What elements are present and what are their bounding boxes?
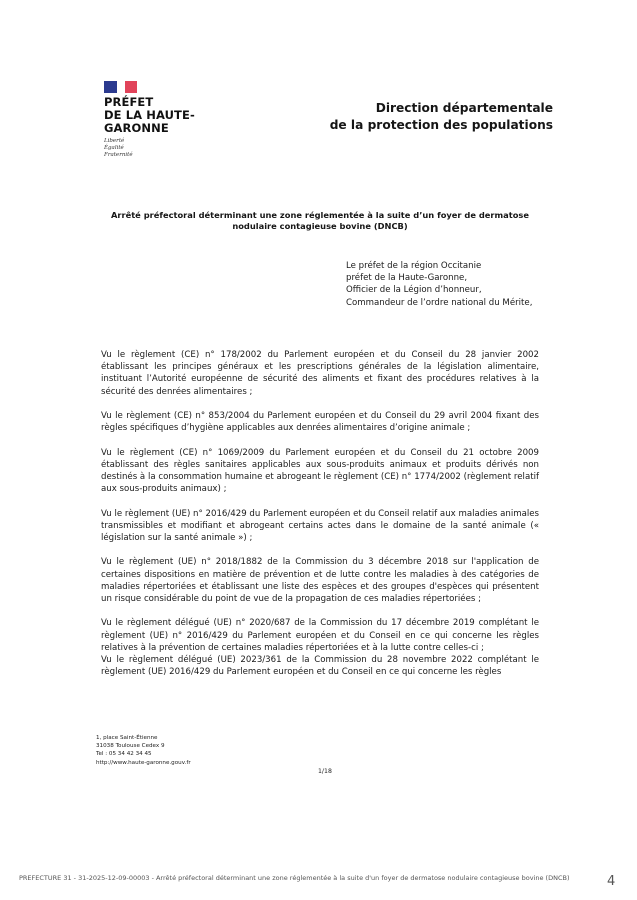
motto-line: Liberté [104, 138, 125, 144]
page-number: 1/18 [318, 768, 332, 775]
issuing-directorate [330, 100, 553, 134]
marianne-flag-icon [104, 81, 137, 93]
logo-line: PRÉFET [104, 95, 154, 109]
signatory-line: Commandeur de l’ordre national du Mérite, [346, 297, 533, 308]
vu-paragraph: Vu le règlement (CE) n° 1069/2009 du Parlement européen et du Conseil du 21 octobre 2009 établissant des règles sanitaires applicables aux sous-produits animaux et produits dérivés non destinés à la consommation humaine et abrogeant le règlement (CE) n° 1774/2002 (règlement relatif aux sous-produits animaux) ; [101, 447, 539, 495]
document-title: Arrêté préfectoral déterminant une zone réglementée à la suite d’un foyer de dermatose nodulaire contagieuse bovine (DNCB) [110, 210, 530, 231]
vu-paragraph: Vu le règlement (CE) n° 178/2002 du Parlement européen et du Conseil du 28 janvier 2002 établissant les principes généraux et les prescriptions générales de la législation alimentaire, instituant l’Autorité européenne de sécurité des aliments et fixant des procédures relatives à la sécurité des denrées alimentaires ; [101, 350, 539, 397]
vu-paragraph: Vu le règlement délégué (UE) n° 2020/687 de la Commission du 17 décembre 2019 complétant le règlement (UE) n° 2016/429 du Parlement européen et du Conseil en ce qui concerne les règles relatives à la prévention de certaines maladies répertoriées et à la lutte contre celles-ci ; [101, 618, 539, 653]
recueil-stamp: PREFECTURE 31 - 31-2025-12-09-00003 - Arrêté préfectoral déterminant une zone réglementée à la suite d'un foyer de dermatose nodulaire contagieuse bovine (DNCB) [19, 874, 570, 882]
motto-line: Fraternité [104, 152, 133, 158]
vu-paragraph: Vu le règlement (UE) n° 2016/429 du Parlement européen et du Conseil relatif aux maladies animales transmissibles et modifiant et abrogeant certains actes dans le domaine de la santé animale (« législation sur la santé animale ») ; [101, 508, 539, 543]
address-line: 1, place Saint-Étienne [96, 735, 158, 741]
prefet-signatory-block [346, 260, 532, 309]
phone-line: Tel : 05 34 42 34 45 [96, 751, 152, 758]
signatory-line: Officier de la Légion d’honneur, [346, 285, 482, 296]
address-line: 31038 Toulouse Cedex 9 [96, 743, 165, 750]
prefet-logo-text [104, 96, 195, 135]
signatory-line: Le préfet de la région Occitanie [346, 261, 482, 271]
prefecture-address [96, 734, 191, 767]
logo-line: GARONNE [104, 121, 169, 135]
recueil-page-number: 4 [607, 874, 616, 889]
vu-paragraph: Vu le règlement délégué (UE) 2023/361 de la Commission du 28 novembre 2022 complétant le règlement (UE) 2016/429 du Parlement européen et du Conseil en ce qui concerne les règles [101, 655, 539, 678]
republic-motto [104, 138, 133, 159]
vu-paragraph: Vu le règlement (CE) n° 853/2004 du Parlement européen et du Conseil du 29 avril 2004 fixant des règles spécifiques d’hygiène applicables aux denrées alimentaires d’origine animale ; [101, 411, 539, 434]
directorate-line: de la protection des populations [329, 118, 553, 132]
vu-paragraph: Vu le règlement (UE) n° 2018/1882 de la Commission du 3 décembre 2018 sur l'application de certaines dispositions en matière de prévention et de lutte contre les maladies à des catégories de maladies répertoriées et établissant une liste des espèces et des groupes d'espèces qui présentent un risque considérable du point de vue de la propagation de ces maladies répertoriées ; [101, 557, 539, 604]
motto-line: Égalité [104, 145, 124, 151]
website-link[interactable]: http://www.haute-garonne.gouv.fr [96, 759, 191, 766]
signatory-line: préfet de la Haute-Garonne, [346, 273, 468, 284]
logo-line: DE LA HAUTE- [104, 108, 195, 122]
document-body [101, 349, 539, 678]
directorate-line: Direction départementale [375, 101, 553, 115]
